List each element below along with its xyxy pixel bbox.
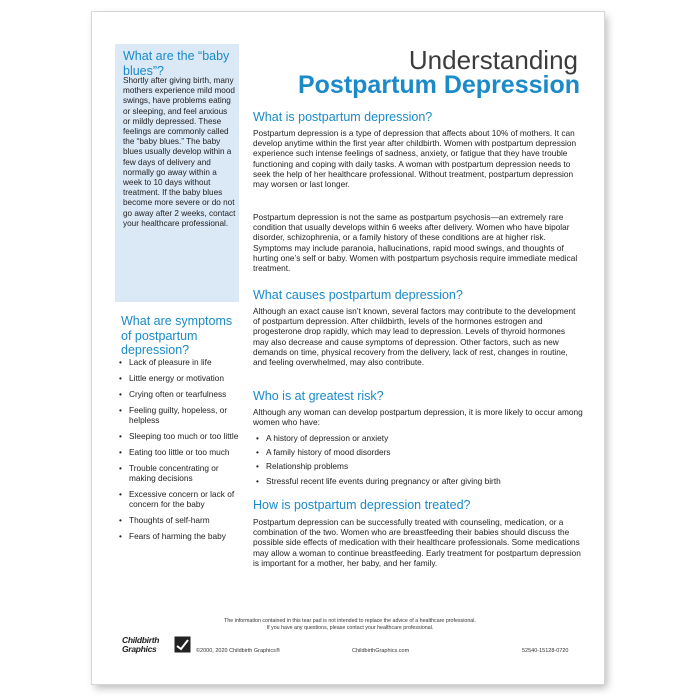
page-title-line1: Understanding xyxy=(408,45,578,75)
disclaimer-line-2: If you have any questions, please contact your healthcare professional. xyxy=(266,624,434,631)
logo-mark-icon xyxy=(174,636,191,653)
list-item: • Excessive concern or lack of concern for the baby xyxy=(119,489,245,509)
causes-heading: What causes postpartum depression? xyxy=(253,288,463,302)
list-item: • Eating too little or too much xyxy=(119,447,245,457)
list-item: • Little energy or motivation xyxy=(119,373,245,383)
disclaimer-line-1: The information contained in this tear pad is not intended to replace the advice of a healthcare professional. xyxy=(224,618,476,624)
baby-blues-text: Shortly after giving birth, many mothers experience mild mood swings, have problems eating or sleeping, and feel anxious or mildly depressed. These feelings are commonly called the “baby blues.” The baby blues usually develop within a few days of delivery and normally go away within a week to 10 days without treatment. If the baby blues become more severe or do not go away after 2 weeks, contact your healthcare professional. xyxy=(123,76,236,228)
list-item: • Relationship problems xyxy=(253,461,583,471)
list-item: • A history of depression or anxiety xyxy=(253,433,583,443)
what-is-paragraph-1: Postpartum depression is a type of depression that affects about 10% of mothers. It can develop anytime within the first year after childbirth. Women with postpartum depression experience such intense feelings of sadness, anxiety, or fatigue that they have trouble functioning and coping with daily tasks. A woman with postpartum depression needs to seek the help of her healthcare professional. Without treatment, postpartum depression may worsen or last longer. xyxy=(253,128,577,190)
list-item: • Feeling guilty, hopeless, or helpless xyxy=(119,405,245,425)
logo-line-2: Graphics xyxy=(122,644,157,654)
symptoms-heading: What are symptoms of postpartum depression? xyxy=(121,314,233,357)
list-item: • Sleeping too much or too little xyxy=(119,431,245,441)
risk-intro: Although any woman can develop postpartum depression, it is more likely to occur among women who have: xyxy=(253,407,583,428)
list-item: • Fears of harming the baby xyxy=(119,531,245,541)
logo-line-1: Childbirth xyxy=(122,635,160,645)
risk-list xyxy=(253,433,583,490)
risk-heading: Who is at greatest risk? xyxy=(253,389,384,403)
causes-paragraph: Although an exact cause isn’t known, several factors may contribute to the development of postpartum depression. After childbirth, levels of the hormones estrogen and progesterone drop rapidly, which may lead to depression. Levels of thyroid hormones may also decrease and cause symptoms of depression. Other factors, such as new demands on time, physical recovery from the delivery, lack of rest, changes in routine, and feeling overwhelmed, may also contribute. xyxy=(253,306,576,368)
list-item: • Lack of pleasure in life xyxy=(119,357,245,367)
what-is-heading: What is postpartum depression? xyxy=(253,110,433,124)
list-item: • A family history of mood disorders xyxy=(253,447,583,457)
childbirth-graphics-logo xyxy=(122,636,192,658)
what-is-paragraph-2: Postpartum depression is not the same as postpartum psychosis—an extremely rare condition that usually develops within 6 weeks after delivery. Women who have bipolar disorder, schizophrenia, or a family history of these conditions are at higher risk. Symptoms may include paranoia, hallucinations, rapid mood swings, and thoughts of hurting one’s self or baby. Women with postpartum psychosis require immediate medical treatment. xyxy=(253,212,578,274)
page-title-line2: Postpartum Depression xyxy=(297,71,580,99)
baby-blues-heading: What are the “baby blues”? xyxy=(123,49,230,78)
symptoms-list xyxy=(119,357,245,547)
treatment-heading: How is postpartum depression treated? xyxy=(253,498,471,512)
website: ChildbirthGraphics.com xyxy=(352,648,410,654)
treatment-paragraph: Postpartum depression can be successfully treated with counseling, medication, or a combination of the two. Women who are breastfeeding their babies should discuss the possible side effects of medication with their healthcare professionals. Some medications may allow a woman to continue breastfeeding. Early treatment for postpartum depression is important for a mother, her baby, and her family. xyxy=(253,517,581,568)
list-item: • Thoughts of self-harm xyxy=(119,515,245,525)
disclaimer xyxy=(150,618,550,631)
copyright: ©2000, 2020 Childbirth Graphics® xyxy=(196,648,280,654)
list-item: • Stressful recent life events during pregnancy or after giving birth xyxy=(253,476,583,486)
product-code: 52540-15128-0720 xyxy=(522,648,569,654)
list-item: • Crying often or tearfulness xyxy=(119,389,245,399)
list-item: • Trouble concentrating or making decisions xyxy=(119,463,245,483)
